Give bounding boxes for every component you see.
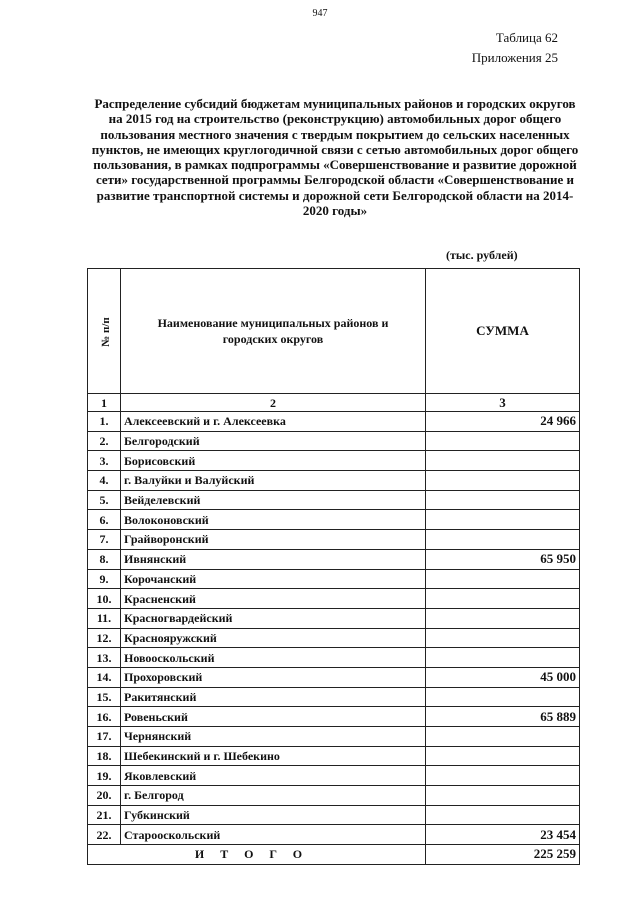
table-row [88, 707, 580, 727]
table-row [88, 766, 580, 786]
row-number: 17. [88, 727, 121, 747]
row-name: Ракитянский [121, 687, 426, 707]
table-row [88, 805, 580, 825]
row-name: Красногвардейский [121, 608, 426, 628]
document-title: Распределение субсидий бюджетам муниципальных районов и городских округов на 2015 год на строительство (реконструкцию) автомобильных дорог общего пользования местного значения с твердым покрытием до сельских населенных пунктов, не имеющих круглогодичной связи с сетью автомобильных дорог общего пользования, в рамках подпрограммы «Совершенствование и развитие дорожной сети» государственной программы Белгородской области «Совершенствование и развитие транспортной системы и дорожной сети Белгородской области на 2014-2020 годы» [91, 96, 579, 219]
row-sum [426, 471, 580, 491]
row-name: Волоконовский [121, 510, 426, 530]
column-number: 1 [88, 394, 121, 412]
row-sum [426, 431, 580, 451]
row-number: 10. [88, 589, 121, 609]
row-number: 14. [88, 667, 121, 687]
row-number: 21. [88, 805, 121, 825]
row-name: г. Валуйки и Валуйский [121, 471, 426, 491]
row-name: Красненский [121, 589, 426, 609]
table-row [88, 549, 580, 569]
row-number: 1. [88, 412, 121, 432]
row-number: 11. [88, 608, 121, 628]
row-name: Шебекинский и г. Шебекино [121, 746, 426, 766]
row-name: Яковлевский [121, 766, 426, 786]
row-sum [426, 451, 580, 471]
units-label: (тыс. рублей) [446, 248, 518, 262]
column-number: 2 [121, 394, 426, 412]
row-sum [426, 805, 580, 825]
row-number: 19. [88, 766, 121, 786]
row-name: Краснояружский [121, 628, 426, 648]
row-name: Старооскольский [121, 825, 426, 845]
table-row [88, 608, 580, 628]
table-row [88, 451, 580, 471]
table-row [88, 727, 580, 747]
appendix-reference: Приложения 25 [471, 50, 558, 65]
row-name: Алексеевский и г. Алексеевка [121, 412, 426, 432]
row-sum: 45 000 [426, 667, 580, 687]
page-number: 947 [312, 8, 328, 19]
table-row [88, 569, 580, 589]
table-row [88, 530, 580, 550]
row-number: 3. [88, 451, 121, 471]
row-name: Чернянский [121, 727, 426, 747]
table-row [88, 490, 580, 510]
table-row [88, 628, 580, 648]
table-row [88, 412, 580, 432]
row-sum [426, 510, 580, 530]
row-number: 20. [88, 786, 121, 806]
row-name: Вейделевский [121, 490, 426, 510]
header-name: Наименование муниципальных районов и городских округов [121, 269, 426, 394]
row-number: 22. [88, 825, 121, 845]
row-number: 2. [88, 431, 121, 451]
row-number: 5. [88, 490, 121, 510]
table-row [88, 431, 580, 451]
row-number: 8. [88, 549, 121, 569]
row-number: 4. [88, 471, 121, 491]
row-name: Грайворонский [121, 530, 426, 550]
table-row [88, 687, 580, 707]
subsidy-table [87, 268, 580, 865]
row-sum: 65 950 [426, 549, 580, 569]
table-reference: Таблица 62 [495, 30, 558, 45]
row-sum [426, 727, 580, 747]
table-row [88, 589, 580, 609]
table-row [88, 786, 580, 806]
row-sum [426, 490, 580, 510]
row-number: 15. [88, 687, 121, 707]
column-number: 3 [426, 394, 580, 412]
row-number: 6. [88, 510, 121, 530]
table-header-row [88, 269, 580, 394]
row-name: Новооскольский [121, 648, 426, 668]
row-number: 18. [88, 746, 121, 766]
row-name: Прохоровский [121, 667, 426, 687]
table-row [88, 510, 580, 530]
row-sum [426, 648, 580, 668]
row-number: 12. [88, 628, 121, 648]
table-row [88, 471, 580, 491]
table-row [88, 825, 580, 845]
table-row [88, 667, 580, 687]
row-sum [426, 766, 580, 786]
column-number-row [88, 394, 580, 412]
row-sum [426, 687, 580, 707]
row-sum [426, 746, 580, 766]
row-number: 16. [88, 707, 121, 727]
total-row [88, 845, 580, 865]
row-number: 9. [88, 569, 121, 589]
row-name: Губкинский [121, 805, 426, 825]
table-row [88, 746, 580, 766]
table-row [88, 648, 580, 668]
row-name: Белгородский [121, 431, 426, 451]
row-name: Корочанский [121, 569, 426, 589]
row-sum [426, 628, 580, 648]
header-num: № п/п [88, 269, 121, 394]
row-sum: 23 454 [426, 825, 580, 845]
row-sum [426, 608, 580, 628]
row-sum: 24 966 [426, 412, 580, 432]
row-name: г. Белгород [121, 786, 426, 806]
row-name: Ивнянский [121, 549, 426, 569]
header-sum: СУММА [426, 269, 580, 394]
row-sum [426, 569, 580, 589]
total-label: ИТОГО [88, 845, 426, 865]
row-name: Ровеньский [121, 707, 426, 727]
row-sum: 65 889 [426, 707, 580, 727]
row-sum [426, 530, 580, 550]
row-number: 7. [88, 530, 121, 550]
row-number: 13. [88, 648, 121, 668]
row-name: Борисовский [121, 451, 426, 471]
row-sum [426, 589, 580, 609]
total-sum: 225 259 [426, 845, 580, 865]
row-sum [426, 786, 580, 806]
